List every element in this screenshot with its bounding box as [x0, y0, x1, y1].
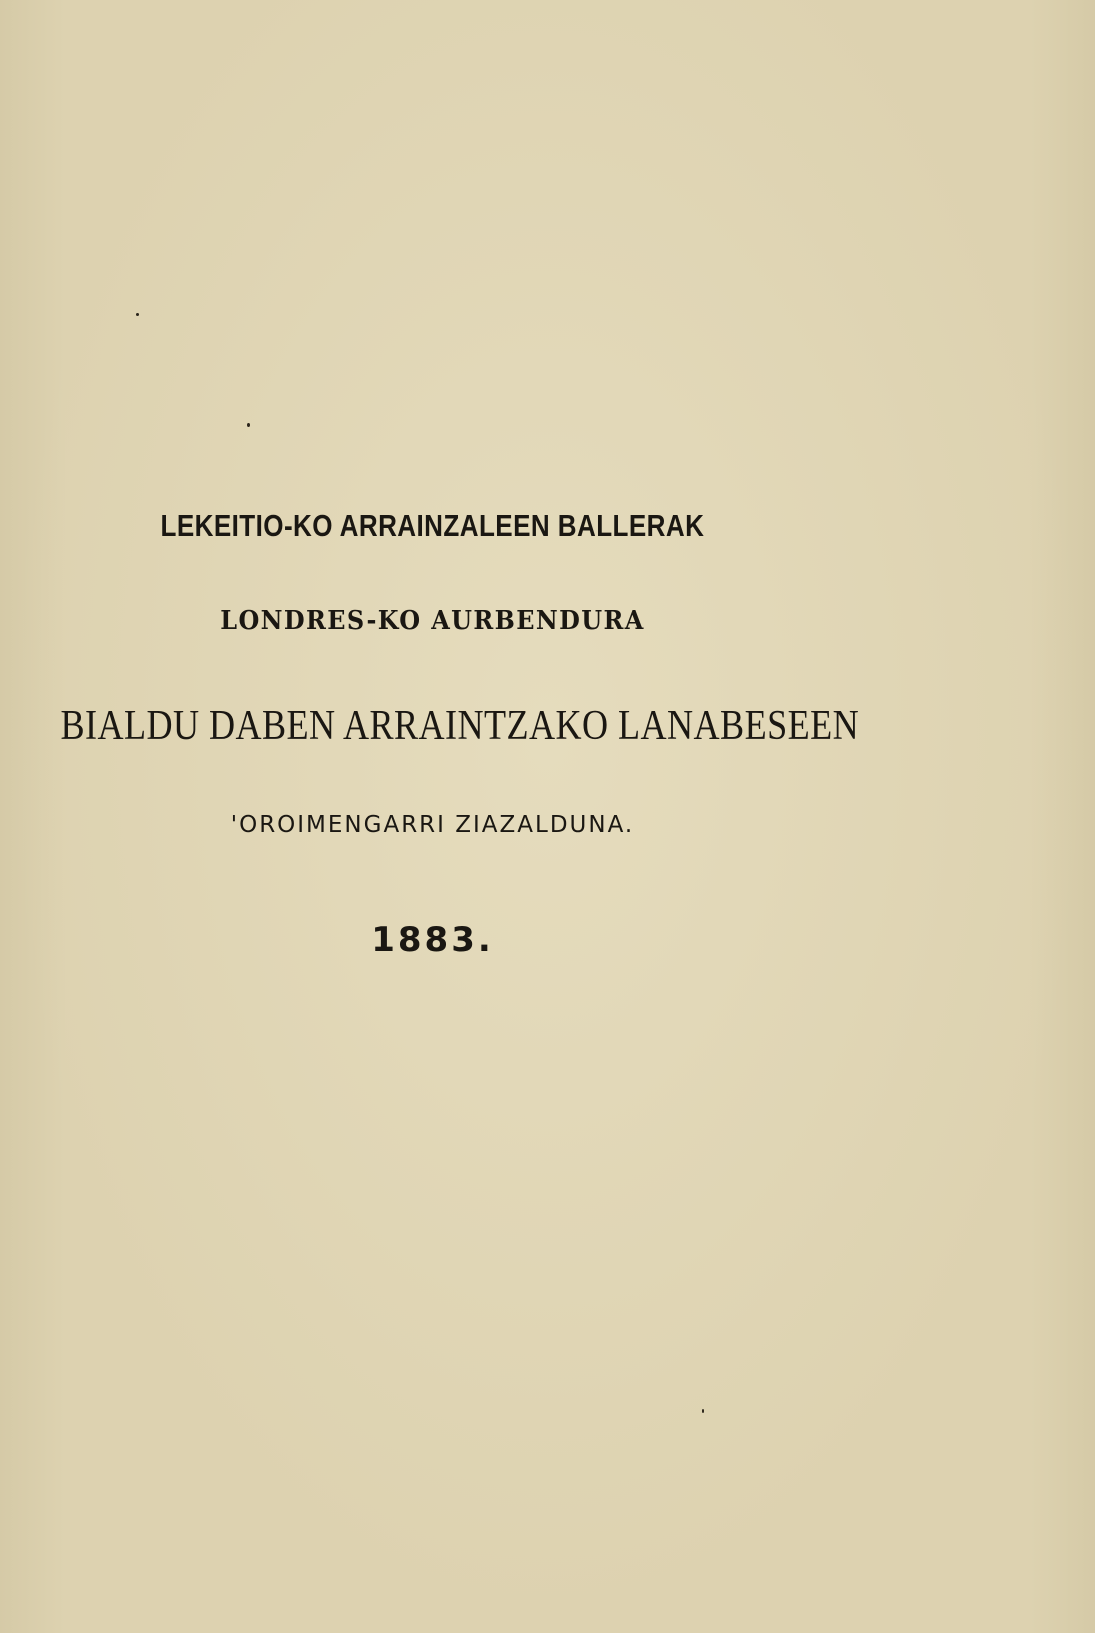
title-line-3: BIALDU DABEN ARRAINTZAKO LANABESEEN: [60, 703, 860, 749]
title-line-2: LONDRES-KO AURBENDURA: [220, 606, 645, 636]
paper-speck: [702, 1409, 704, 1413]
paper-speck: [136, 313, 139, 316]
publication-year: 1883.: [371, 920, 494, 960]
paper-speck: [247, 423, 250, 427]
title-line-1: LEKEITIO-KO ARRAINZALEEN BALLERAK: [160, 508, 705, 543]
title-line-4: 'OROIMENGARRI ZIAZALDUNA.: [230, 812, 635, 838]
